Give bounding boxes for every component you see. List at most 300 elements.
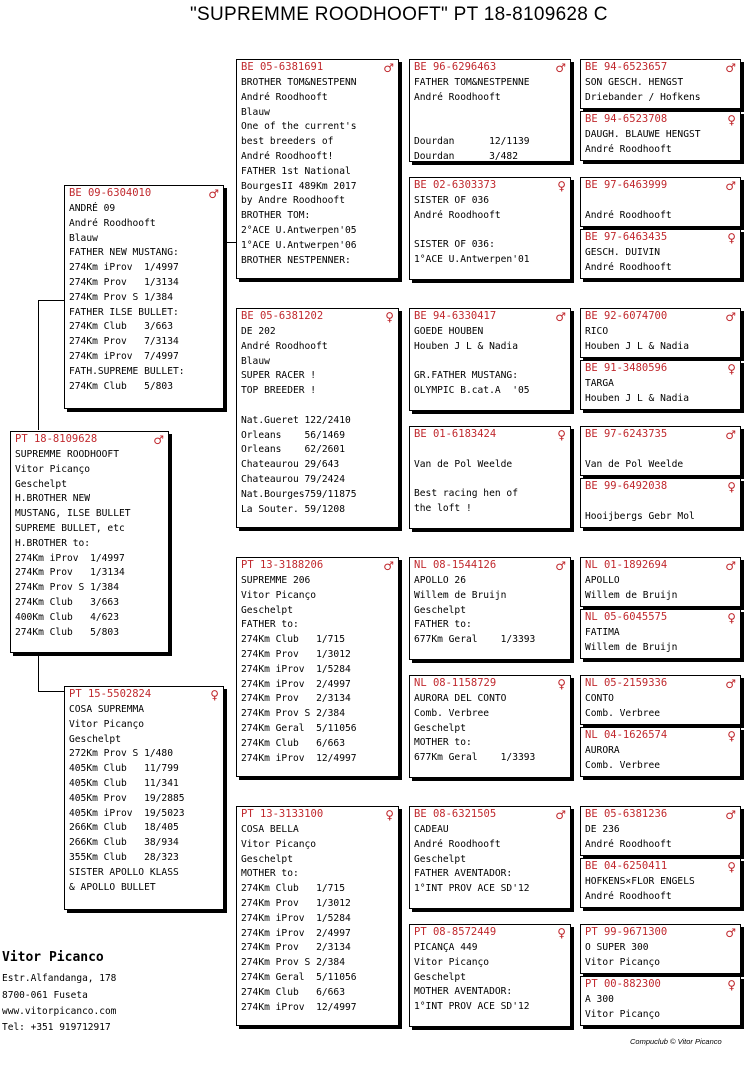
card-line: Comb. Verbree <box>414 707 490 719</box>
card-line: Geschelpt <box>414 853 466 865</box>
card-line: Best racing hen of <box>414 488 518 500</box>
card-line: 274Km iProv 12/4997 <box>241 752 357 764</box>
card-line: Dourdan 12/1139 <box>414 136 530 148</box>
pedigree-card-g9 <box>580 557 741 607</box>
ring-number-header <box>581 309 740 323</box>
ring-number: BE 94-6523657 <box>585 61 668 73</box>
ring-number-header <box>11 432 168 446</box>
male-icon: ♂ <box>725 60 736 75</box>
pedigree-card-ss <box>236 59 399 279</box>
pedigree-card-dsd <box>409 675 571 778</box>
card-line: Van de Pol Weelde <box>585 458 684 470</box>
ring-number: BE 97-6463435 <box>585 231 668 243</box>
male-icon: ♂ <box>725 309 736 324</box>
card-line: Willem de Bruijn <box>585 641 678 653</box>
ring-number: PT 13-3188206 <box>241 559 324 571</box>
card-line: BROTHER NESTPENNER: <box>241 254 351 266</box>
card-line: Houben J L & Nadia <box>585 340 689 352</box>
pedigree-card-g3 <box>580 177 741 227</box>
ring-number-header <box>237 558 398 572</box>
card-line: André Roodhooft <box>585 890 672 902</box>
card-line: La Souter. 59/1208 <box>241 503 345 515</box>
credit-line: Compuclub © Vitor Picanco <box>630 1037 722 1046</box>
card-line: BROTHER TOM: <box>241 210 311 222</box>
pedigree-card-sd <box>236 308 399 528</box>
pedigree-card-subject <box>10 431 169 653</box>
card-line: BROTHER TOM&NESTPENN <box>241 77 357 88</box>
card-line: 274Km Club 1/715 <box>241 883 345 895</box>
card-line: Blauw <box>69 232 98 244</box>
card-line: CADEAU <box>414 824 449 835</box>
card-line: O SUPER 300 <box>585 942 649 953</box>
breeder-postal: 8700-061 Fuseta <box>2 990 88 1001</box>
card-line: Chateaurou 79/2424 <box>241 473 345 485</box>
card-line: by Andre Roodhooft <box>241 195 345 207</box>
card-line: 677Km Geral 1/3393 <box>414 752 536 764</box>
female-icon: ♀ <box>727 361 736 376</box>
card-line: SUPREMME 206 <box>241 575 311 586</box>
ring-number-header <box>410 807 570 821</box>
card-line: Vitor Picanço <box>241 838 317 850</box>
connector-line <box>38 652 39 691</box>
pedigree-card-g2 <box>580 111 741 161</box>
ring-number: BE 91-3480596 <box>585 362 668 374</box>
pedigree-card-dam <box>64 686 224 910</box>
female-icon: ♀ <box>557 178 566 193</box>
pedigree-card-g11 <box>580 675 741 725</box>
card-line: Vitor Picanço <box>69 718 145 730</box>
card-line <box>414 443 566 458</box>
card-line: MOTHER to: <box>414 737 472 749</box>
pedigree-card-ddd <box>409 924 571 1027</box>
pedigree-card-g1 <box>580 59 741 109</box>
card-line: MOTHER AVENTADOR: <box>414 986 513 998</box>
card-line: Blauw <box>241 355 270 367</box>
male-icon: ♂ <box>555 558 566 573</box>
card-line: 405Km Prov 19/2885 <box>69 792 185 804</box>
ring-number: NL 08-1544126 <box>414 559 497 571</box>
card-line: 274Km iProv 12/4997 <box>241 1001 357 1013</box>
female-icon: ♀ <box>727 112 736 127</box>
card-line: André Roodhooft <box>414 91 501 103</box>
ring-number: BE 05-6381691 <box>241 61 324 73</box>
card-line: Geschelpt <box>414 971 466 983</box>
card-line: & APOLLO BULLET <box>69 881 156 893</box>
card-line: 2°ACE U.Antwerpen'05 <box>241 224 357 236</box>
card-line: Geschelpt <box>414 604 466 616</box>
male-icon: ♂ <box>555 309 566 324</box>
ring-number: BE 94-6330417 <box>414 310 497 322</box>
pedigree-card-sdd <box>409 426 571 529</box>
card-line: DE 236 <box>585 824 620 835</box>
ring-number: BE 96-6296463 <box>414 61 497 73</box>
card-line: 274Km Geral 5/11056 <box>241 722 357 734</box>
card-line <box>585 495 736 510</box>
card-line: 274Km iProv 2/4997 <box>241 678 351 690</box>
card-line: 274Km Club 3/663 <box>15 596 119 608</box>
page-title: "SUPREMME ROODHOOFT" PT 18-8109628 C <box>190 4 608 25</box>
pedigree-card-g12 <box>580 727 741 777</box>
pedigree-card-g8 <box>580 478 741 528</box>
card-line: 274Km iProv 7/4997 <box>69 350 179 362</box>
male-icon: ♂ <box>725 558 736 573</box>
pedigree-card-ssd <box>409 177 571 280</box>
female-icon: ♀ <box>385 807 394 822</box>
pedigree-card-g16 <box>580 976 741 1026</box>
card-line: 405Km iProv 19/5023 <box>69 807 185 819</box>
card-line: 1°INT PROV ACE SD'12 <box>414 1001 530 1013</box>
pedigree-card-sss <box>409 59 571 162</box>
card-line: 274Km Club 1/715 <box>241 634 345 646</box>
ring-number-header <box>581 859 740 873</box>
ring-number-header <box>410 60 570 74</box>
card-line <box>414 106 566 121</box>
card-line: 274Km Club 6/663 <box>241 737 345 749</box>
breeder-phone: Tel: +351 919712917 <box>2 1022 111 1033</box>
card-line: Blauw <box>241 106 270 118</box>
card-line: APOLLO <box>585 575 620 586</box>
pedigree-card-g13 <box>580 806 741 856</box>
card-line: 274Km Prov 1/3012 <box>241 648 351 660</box>
card-line: TOP BREEDER ! <box>241 385 317 397</box>
card-line: FATIMA <box>585 627 620 638</box>
pedigree-card-dss <box>409 557 571 660</box>
card-line: Willem de Bruijn <box>585 589 678 601</box>
ring-number-header <box>65 186 223 200</box>
card-line: André Roodhooft <box>414 838 501 850</box>
ring-number: NL 05-2159336 <box>585 677 668 689</box>
male-icon: ♂ <box>725 676 736 691</box>
card-line: 405Km Club 11/341 <box>69 777 179 789</box>
card-line: BourgesII 489Km 2017 <box>241 180 357 192</box>
card-line: 272Km Prov S 1/480 <box>69 748 173 760</box>
card-line <box>414 224 566 239</box>
card-line: 274Km Club 5/803 <box>15 626 119 638</box>
female-icon: ♀ <box>727 977 736 992</box>
connector-line <box>224 242 236 243</box>
connector-line <box>38 691 64 692</box>
card-line: FATHER AVENTADOR: <box>414 868 513 880</box>
card-line: Nat.Gueret 122/2410 <box>241 414 351 426</box>
card-line: 274Km Prov 2/3134 <box>241 693 351 705</box>
card-line: A 300 <box>585 994 614 1005</box>
card-line: Vitor Picanço <box>15 463 91 475</box>
connector-line <box>38 300 39 430</box>
card-line: 405Km Club 11/799 <box>69 763 179 775</box>
card-line: 274Km Prov S 1/384 <box>15 582 119 594</box>
card-line: FATHER 1st National <box>241 165 351 177</box>
ring-number: NL 04-1626574 <box>585 729 668 741</box>
ring-number: BE 05-6381202 <box>241 310 324 322</box>
card-line: SISTER OF 036 <box>414 195 490 206</box>
card-line: Comb. Verbree <box>585 759 661 771</box>
pedigree-card-g6 <box>580 360 741 410</box>
ring-number: BE 04-6250411 <box>585 860 668 872</box>
ring-number: PT 18-8109628 <box>15 433 98 445</box>
card-line: André Roodhooft <box>241 340 328 352</box>
card-line: 274Km Prov S 1/384 <box>69 291 173 303</box>
ring-number-header <box>410 925 570 939</box>
card-line: André Roodhooft <box>241 91 328 103</box>
card-line: the loft ! <box>414 503 472 515</box>
card-line: 274Km iProv 1/5284 <box>241 912 351 924</box>
ring-number-header <box>237 60 398 74</box>
card-line: SUPER RACER ! <box>241 370 317 382</box>
ring-number-header <box>581 60 740 74</box>
ring-number-header <box>581 112 740 126</box>
card-line: André Roodhooft <box>414 209 501 221</box>
card-line <box>585 194 736 209</box>
card-line: Houben J L & Nadia <box>585 392 689 404</box>
pedigree-card-g5 <box>580 308 741 358</box>
card-line: 274Km iProv 2/4997 <box>241 927 351 939</box>
ring-number: PT 15-5502824 <box>69 688 152 700</box>
card-line: Nat.Bourges759/11875 <box>241 488 357 500</box>
card-line: Vitor Picanço <box>414 956 490 968</box>
male-icon: ♂ <box>555 60 566 75</box>
card-line: Geschelpt <box>414 722 466 734</box>
ring-number-header <box>581 925 740 939</box>
pedigree-card-sds <box>409 308 571 411</box>
card-line: 274Km Club 5/803 <box>69 380 173 392</box>
card-line: MUSTANG, ILSE BULLET <box>15 508 131 520</box>
card-line: 274Km Prov 1/3134 <box>69 276 179 288</box>
female-icon: ♀ <box>727 610 736 625</box>
card-line: DAUGH. BLAUWE HENGST <box>585 129 701 140</box>
ring-number: BE 08-6321505 <box>414 808 497 820</box>
card-line: PICANÇA 449 <box>414 942 478 953</box>
card-line: 1°INT PROV ACE SD'12 <box>414 883 530 895</box>
card-line: Geschelpt <box>241 604 293 616</box>
card-line: APOLLO 26 <box>414 575 466 586</box>
card-line: SON GESCH. HENGST <box>585 77 684 88</box>
ring-number: BE 94-6523708 <box>585 113 668 125</box>
card-line: FATHER to: <box>414 619 472 631</box>
ring-number-header <box>581 178 740 192</box>
pedigree-card-sire <box>64 185 224 409</box>
card-line: FATH.SUPREME BULLET: <box>69 365 185 377</box>
card-line: 1°ACE U.Antwerpen'06 <box>241 239 357 251</box>
card-line: SISTER OF 036: <box>414 239 495 251</box>
ring-number-header <box>410 178 570 192</box>
card-line: 274Km Club 6/663 <box>241 986 345 998</box>
card-line: OLYMPIC B.cat.A '05 <box>414 385 530 397</box>
card-line: 677Km Geral 1/3393 <box>414 634 536 646</box>
card-line: André Roodhooft <box>585 261 672 273</box>
card-line: Houben J L & Nadia <box>414 340 518 352</box>
card-line: TARGA <box>585 378 614 389</box>
card-line: André Roodhooft <box>585 143 672 155</box>
ring-number: BE 05-6381236 <box>585 808 668 820</box>
male-icon: ♂ <box>208 186 219 201</box>
card-line: Driebander / Hofkens <box>585 91 701 103</box>
card-line: Geschelpt <box>241 853 293 865</box>
card-line: 1°ACE U.Antwerpen'01 <box>414 254 530 266</box>
card-line: 274Km Geral 5/11056 <box>241 971 357 983</box>
ring-number-header <box>581 479 740 493</box>
pedigree-card-g15 <box>580 924 741 974</box>
ring-number-header <box>581 977 740 991</box>
ring-number-header <box>581 807 740 821</box>
card-line: 274Km iProv 1/4997 <box>15 552 125 564</box>
ring-number-header <box>581 676 740 690</box>
ring-number: BE 01-6183424 <box>414 428 497 440</box>
ring-number-header <box>581 230 740 244</box>
ring-number-header <box>410 676 570 690</box>
card-line: Willem de Bruijn <box>414 589 507 601</box>
male-icon: ♂ <box>725 178 736 193</box>
card-line: FATHER TOM&NESTPENNE <box>414 77 530 88</box>
card-line: 400Km Club 4/623 <box>15 611 119 623</box>
card-line: COSA BELLA <box>241 824 299 835</box>
card-line: FATHER NEW MUSTANG: <box>69 247 179 259</box>
male-icon: ♂ <box>383 558 394 573</box>
ring-number: PT 13-3133100 <box>241 808 324 820</box>
breeder-website[interactable]: www.vitorpicanco.com <box>2 1006 117 1017</box>
pedigree-card-g14 <box>580 858 741 908</box>
male-icon: ♂ <box>725 807 736 822</box>
ring-number: NL 01-1892694 <box>585 559 668 571</box>
card-line: 266Km Club 38/934 <box>69 837 179 849</box>
female-icon: ♀ <box>727 859 736 874</box>
ring-number: PT 08-8572449 <box>414 926 497 938</box>
male-icon: ♂ <box>383 60 394 75</box>
card-line: Orleans 56/1469 <box>241 429 345 441</box>
card-line: 274Km Club 3/663 <box>69 321 173 333</box>
ring-number-header <box>410 427 570 441</box>
ring-number-header <box>581 361 740 375</box>
card-line: Vitor Picanço <box>585 1008 661 1020</box>
card-line: ANDRÉ 09 <box>69 203 116 214</box>
card-line: SUPREME BULLET, etc <box>15 522 125 534</box>
breeder-address: Estr.Alfandanga, 178 <box>2 973 117 984</box>
card-line: Orleans 62/2601 <box>241 444 345 456</box>
card-line: DE 202 <box>241 326 276 337</box>
pedigree-card-g7 <box>580 426 741 476</box>
card-line: H.BROTHER NEW <box>15 493 91 505</box>
card-line: André Roodhooft <box>69 217 156 229</box>
card-line: Vitor Picanço <box>585 956 661 968</box>
ring-number: BE 02-6303373 <box>414 179 497 191</box>
card-line: 274Km Prov S 2/384 <box>241 957 345 969</box>
female-icon: ♀ <box>727 728 736 743</box>
ring-number: BE 97-6463999 <box>585 179 668 191</box>
card-line: 274Km Prov 7/3134 <box>69 336 179 348</box>
card-line: CONTO <box>585 693 614 704</box>
card-line: AURORA DEL CONTO <box>414 693 507 704</box>
card-line: GESCH. DUIVIN <box>585 247 661 258</box>
pedigree-card-g4 <box>580 229 741 279</box>
ring-number-header <box>237 309 398 323</box>
card-line: COSA SUPREMMA <box>69 704 145 715</box>
card-line: André Roodhooft <box>585 838 672 850</box>
card-line: 274Km iProv 1/5284 <box>241 663 351 675</box>
ring-number-header <box>581 558 740 572</box>
male-icon: ♂ <box>153 432 164 447</box>
card-line <box>241 399 394 414</box>
card-line: GOEDE HOUBEN <box>414 326 484 337</box>
pedigree-card-g10 <box>580 609 741 659</box>
ring-number-header <box>581 728 740 742</box>
ring-number-header <box>581 610 740 624</box>
ring-number: NL 08-1158729 <box>414 677 497 689</box>
card-line: 274Km Prov S 2/384 <box>241 708 345 720</box>
card-line: MOTHER to: <box>241 868 299 880</box>
card-line: HOFKENS×FLOR ENGELS <box>585 876 695 887</box>
ring-number-header <box>65 687 223 701</box>
ring-number: PT 00-882300 <box>585 978 661 990</box>
card-line: Geschelpt <box>15 478 67 490</box>
card-line: André Roodhooft! <box>241 150 334 162</box>
card-line: best breeders of <box>241 136 334 148</box>
card-line: SUPREMME ROODHOOFT <box>15 449 119 460</box>
card-line: FATHER ILSE BULLET: <box>69 306 179 318</box>
breeder-name: Vitor Picanco <box>2 950 104 965</box>
card-line <box>414 473 566 488</box>
card-line: André Roodhooft <box>585 209 672 221</box>
card-line: One of the current's <box>241 121 357 133</box>
ring-number-header <box>581 427 740 441</box>
card-line: 274Km Prov 1/3012 <box>241 897 351 909</box>
card-line: 274Km Prov 2/3134 <box>241 942 351 954</box>
male-icon: ♂ <box>555 807 566 822</box>
card-line: Geschelpt <box>69 733 121 745</box>
card-line: 355Km Club 28/323 <box>69 851 179 863</box>
card-line: Chateaurou 29/643 <box>241 459 340 471</box>
card-line: Comb. Verbree <box>585 707 661 719</box>
ring-number-header <box>410 558 570 572</box>
card-line: 274Km iProv 1/4997 <box>69 262 179 274</box>
ring-number-header <box>237 807 398 821</box>
card-line: Hooijbergs Gebr Mol <box>585 510 695 522</box>
male-icon: ♂ <box>725 925 736 940</box>
female-icon: ♀ <box>727 230 736 245</box>
female-icon: ♀ <box>557 676 566 691</box>
pedigree-card-dds <box>409 806 571 909</box>
card-line: RICO <box>585 326 609 337</box>
connector-line <box>38 300 64 301</box>
ring-number: BE 97-6243735 <box>585 428 668 440</box>
pedigree-card-dd <box>236 806 399 1026</box>
card-line <box>414 120 566 135</box>
card-line: Dourdan 3/482 <box>414 150 518 162</box>
card-line: H.BROTHER to: <box>15 537 91 549</box>
ring-number: NL 05-6045575 <box>585 611 668 623</box>
card-line: SISTER APOLLO KLASS <box>69 866 179 878</box>
ring-number: PT 99-9671300 <box>585 926 668 938</box>
card-line <box>414 355 566 370</box>
card-line: Vitor Picanço <box>241 589 317 601</box>
ring-number: BE 09-6304010 <box>69 187 152 199</box>
female-icon: ♀ <box>557 925 566 940</box>
ring-number-header <box>410 309 570 323</box>
female-icon: ♀ <box>210 687 219 702</box>
ring-number: BE 92-6074700 <box>585 310 668 322</box>
female-icon: ♀ <box>557 427 566 442</box>
card-line: 266Km Club 18/405 <box>69 822 179 834</box>
card-line <box>585 443 736 458</box>
female-icon: ♀ <box>385 309 394 324</box>
card-line: 274Km Prov 1/3134 <box>15 567 125 579</box>
card-line: Van de Pol Weelde <box>414 458 513 470</box>
card-line: AURORA <box>585 745 620 756</box>
male-icon: ♂ <box>725 427 736 442</box>
ring-number: BE 99-6492038 <box>585 480 668 492</box>
pedigree-card-ds <box>236 557 399 777</box>
card-line: GR.FATHER MUSTANG: <box>414 370 518 382</box>
card-line: FATHER to: <box>241 619 299 631</box>
female-icon: ♀ <box>727 479 736 494</box>
